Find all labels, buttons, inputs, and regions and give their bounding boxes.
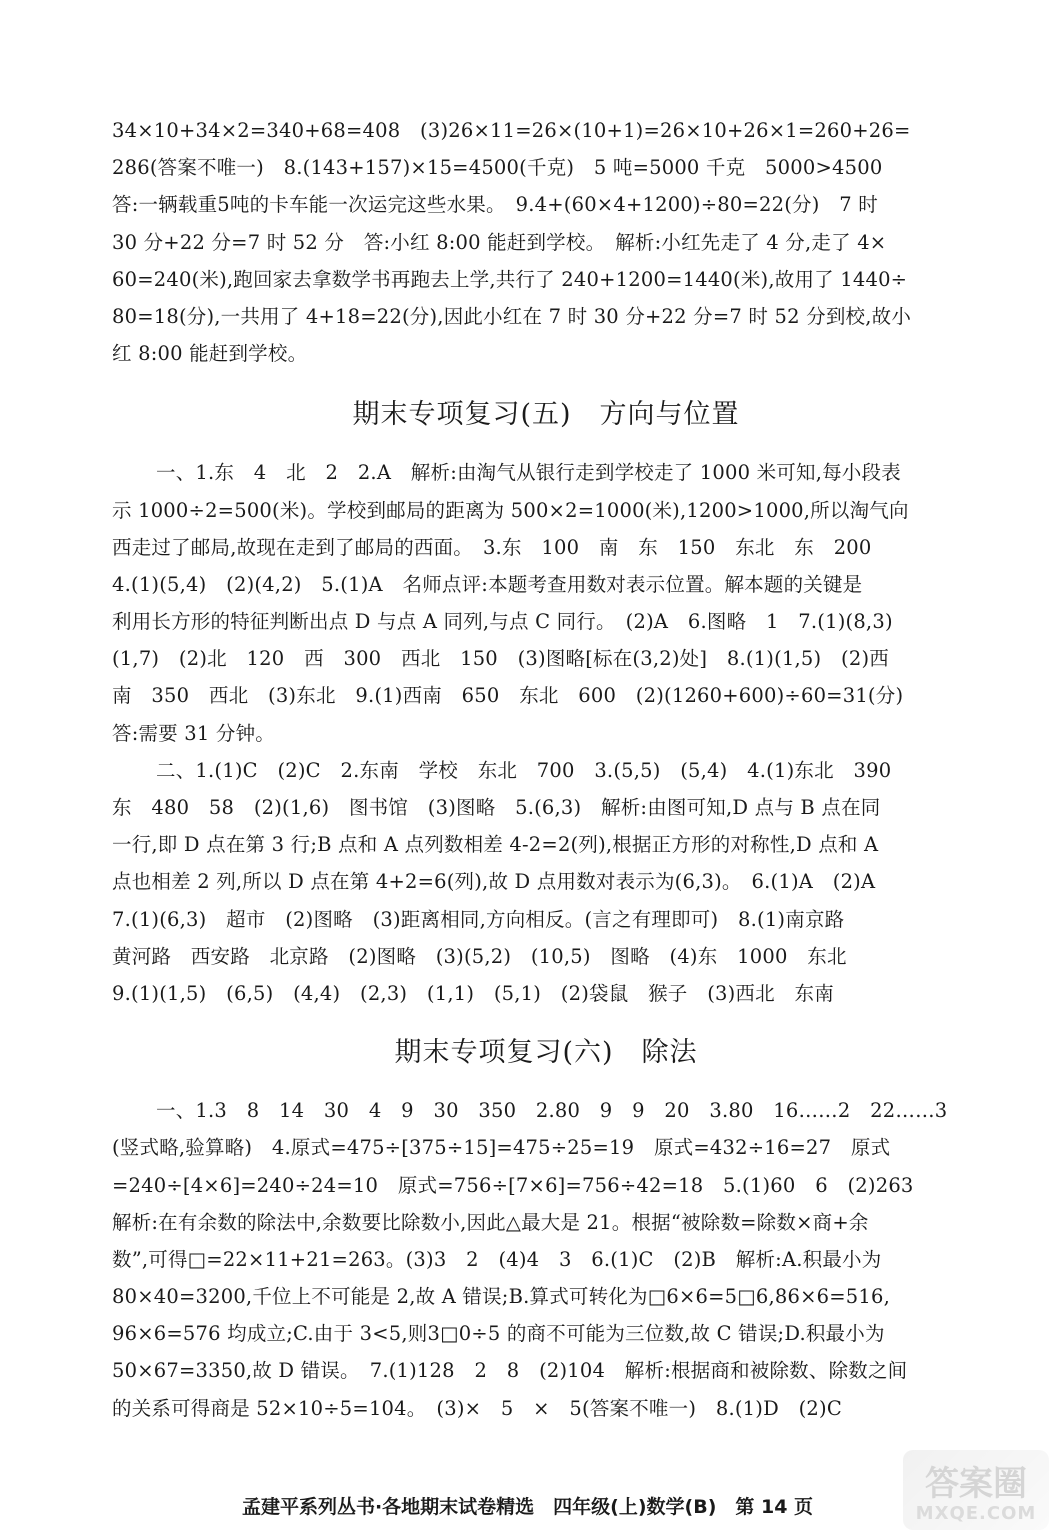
text-line: 数”,可得□=22×11+21=263。(3)3 2 (4)4 3 6.(1)C (2)B 解析:A.积最小为	[112, 1247, 882, 1271]
text-line: 南 350 西北 (3)东北 9.(1)西南 650 东北 600 (2)(1260+600)÷60=31(分)	[112, 684, 904, 708]
text-line: 7.(1)(6,3) 超市 (2)图略 (3)距离相同,方向相反。(言之有理即可) 8.(1)南京路	[112, 907, 845, 931]
text-line: 的关系可得商是 52×10÷5=104。 (3)× 5 × 5(答案不唯一) 8.(1)D (2)C	[112, 1396, 842, 1420]
watermark-title: 答案圈	[925, 1464, 1027, 1504]
text-line: 34×10+34×2=340+68=408 (3)26×11=26×(10+1)=26×10+26×1=260+26=	[112, 119, 911, 142]
section-heading: 期末专项复习(六) 除法	[394, 1037, 698, 1069]
text-line: 50×67=3350,故 D 错误。 7.(1)128 2 8 (2)104 解析:根据商和被除数、除数之间	[112, 1359, 908, 1383]
text-line: 示 1000÷2=500(米)。学校到邮局的距离为 500×2=1000(米),1200>1000,所以淘气向	[112, 498, 909, 522]
text-line: 西走过了邮局,故现在走到了邮局的西面。 3.东 100 南 东 150 东北 东 200	[112, 535, 872, 559]
text-line: 黄河路 西安路 北京路 (2)图略 (3)(5,2) (10,5) 图略 (4)东 1000 东北	[112, 944, 847, 968]
text-line: 286(答案不唯一) 8.(143+157)×15=4500(千克) 5 吨=5000 千克 5000>4500	[112, 156, 883, 180]
text-line: 东 480 58 (2)(1,6) 图书馆 (3)图略 5.(6,3) 解析:由图可知,D 点与 B 点在同	[112, 796, 881, 819]
text-line: 解析:在有余数的除法中,余数要比除数小,因此△最大是 21。根据“被除数=除数×商+余	[112, 1210, 869, 1234]
text-line: =240÷[4×6]=240÷24=10 原式=756÷[7×6]=756÷42=18 5.(1)60 6 (2)263	[112, 1173, 914, 1197]
text-line: 80=18(分),一共用了 4+18=22(分),因此小红在 7 时 30 分+22 分=7 时 52 分到校,故小	[112, 304, 912, 328]
watermark-url: MXQE.COM	[915, 1503, 1037, 1524]
text-line: 利用长方形的特征判断出点 D 与点 A 同列,与点 C 同行。 (2)A 6.图略 1 7.(1)(8,3)	[112, 610, 893, 634]
text-line: 4.(1)(5,4) (2)(4,2) 5.(1)A 名师点评:本题考查用数对表示位置。解本题的关键是	[112, 572, 863, 596]
text-line: 一行,即 D 点在第 3 行;B 点和 A 点列数相差 4-2=2(列),根据正方形的对称性,D 点和 A	[112, 833, 879, 857]
page-footer: 孟建平系列丛书·各地期末试卷精选 四年级(上)数学(B) 第 14 页	[241, 1496, 814, 1518]
text-line: 红 8:00 能赶到学校。	[112, 342, 308, 366]
text-line: 30 分+22 分=7 时 52 分 答:小红 8:00 能赶到学校。 解析:小红先走了 4 分,走了 4×	[112, 230, 887, 254]
text-line: 一、1.3 8 14 30 4 9 30 350 2.80 9 9 20 3.80 16……2 22……3	[156, 1099, 948, 1123]
text-line: 9.(1)(1,5) (6,5) (4,4) (2,3) (1,1) (5,1) (2)袋鼠 猴子 (3)西北 东南	[112, 981, 834, 1005]
text-line: 答:一辆载重5吨的卡车能一次运完这些水果。 9.4+(60×4+1200)÷80=22(分) 7 时	[112, 193, 878, 217]
answer-page	[112, 112, 980, 1427]
section-heading: 期末专项复习(五) 方向与位置	[352, 399, 740, 431]
text-line: 一、1.东 4 北 2 2.A 解析:由淘气从银行走到学校走了 1000 米可知,每小段表	[156, 461, 901, 485]
text-line: (竖式略,验算略) 4.原式=475÷[375÷15]=475÷25=19 原式=432÷16=27 原式	[112, 1136, 891, 1160]
watermark-logo	[903, 1450, 1049, 1530]
text-line: 答:需要 31 分钟。	[112, 721, 275, 745]
text-line: 96×6=576 均成立;C.由于 3<5,则3□0÷5 的商不可能为三位数,故 C 错误;D.积最小为	[112, 1322, 885, 1346]
text-line: 60=240(米),跑回家去拿数学书再跑去上学,共行了 240+1200=1440(米),故用了 1440÷	[112, 267, 908, 291]
text-line: 二、1.(1)C (2)C 2.东南 学校 东北 700 3.(5,5) (5,4) 4.(1)东北 390	[156, 758, 892, 782]
text-line: 80×40=3200,千位上不可能是 2,故 A 错误;B.算式可转化为□6×6=5□6,86×6=516,	[112, 1285, 890, 1309]
text-line: (1,7) (2)北 120 西 300 西北 150 (3)图略[标在(3,2)处] 8.(1)(1,5) (2)西	[112, 647, 889, 671]
text-line: 点也相差 2 列,所以 D 点在第 4+2=6(列),故 D 点用数对表示为(6,3)。 6.(1)A (2)A	[112, 870, 876, 894]
